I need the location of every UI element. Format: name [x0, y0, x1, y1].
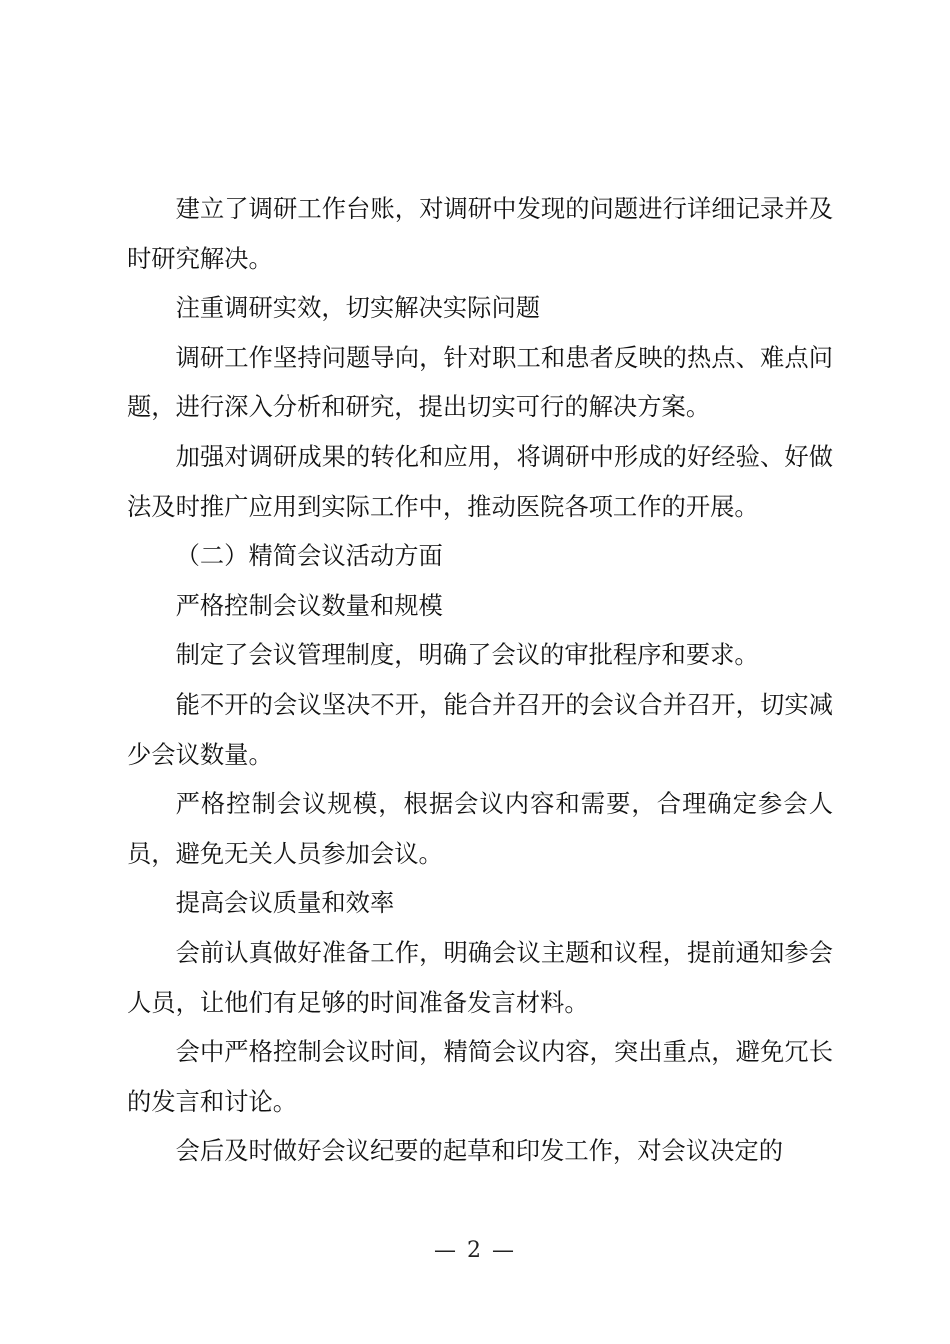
page-number: — 2 — [434, 1238, 516, 1263]
paragraph: 能不开的会议坚决不开，能合并召开的会议合并召开，切实减少会议数量。 [127, 689, 833, 769]
paragraph: 建立了调研工作台账，对调研中发现的问题进行详细记录并及时研究解决。 [127, 194, 833, 273]
section-heading: 注重调研实效，切实解决实际问题 [175, 293, 541, 323]
section-heading: （二）精简会议活动方面 [175, 541, 443, 571]
paragraph: 会中严格控制会议时间，精简会议内容，突出重点，避免冗长的发言和讨论。 [127, 1037, 833, 1116]
paragraph: 会后及时做好会议纪要的起草和印发工作，对会议决定的 [175, 1136, 784, 1166]
paragraph: 调研工作坚持问题导向，针对职工和患者反映的热点、难点问题，进行深入分析和研究，提出切实可行的解决方案。 [127, 342, 833, 422]
body-text [127, 184, 833, 1176]
section-heading: 严格控制会议数量和规模 [175, 590, 443, 620]
paragraph: 制定了会议管理制度，明确了会议的审批程序和要求。 [175, 640, 759, 670]
section-heading: 提高会议质量和效率 [175, 888, 395, 918]
paragraph: 会前认真做好准备工作，明确会议主题和议程，提前通知参会人员，让他们有足够的时间准备发言材料。 [127, 937, 833, 1017]
paragraph: 加强对调研成果的转化和应用，将调研中形成的好经验、好做法及时推广应用到实际工作中，推动医院各项工作的开展。 [127, 441, 833, 521]
paragraph: 严格控制会议规模，根据会议内容和需要，合理确定参会人员，避免无关人员参加会议。 [127, 789, 833, 868]
